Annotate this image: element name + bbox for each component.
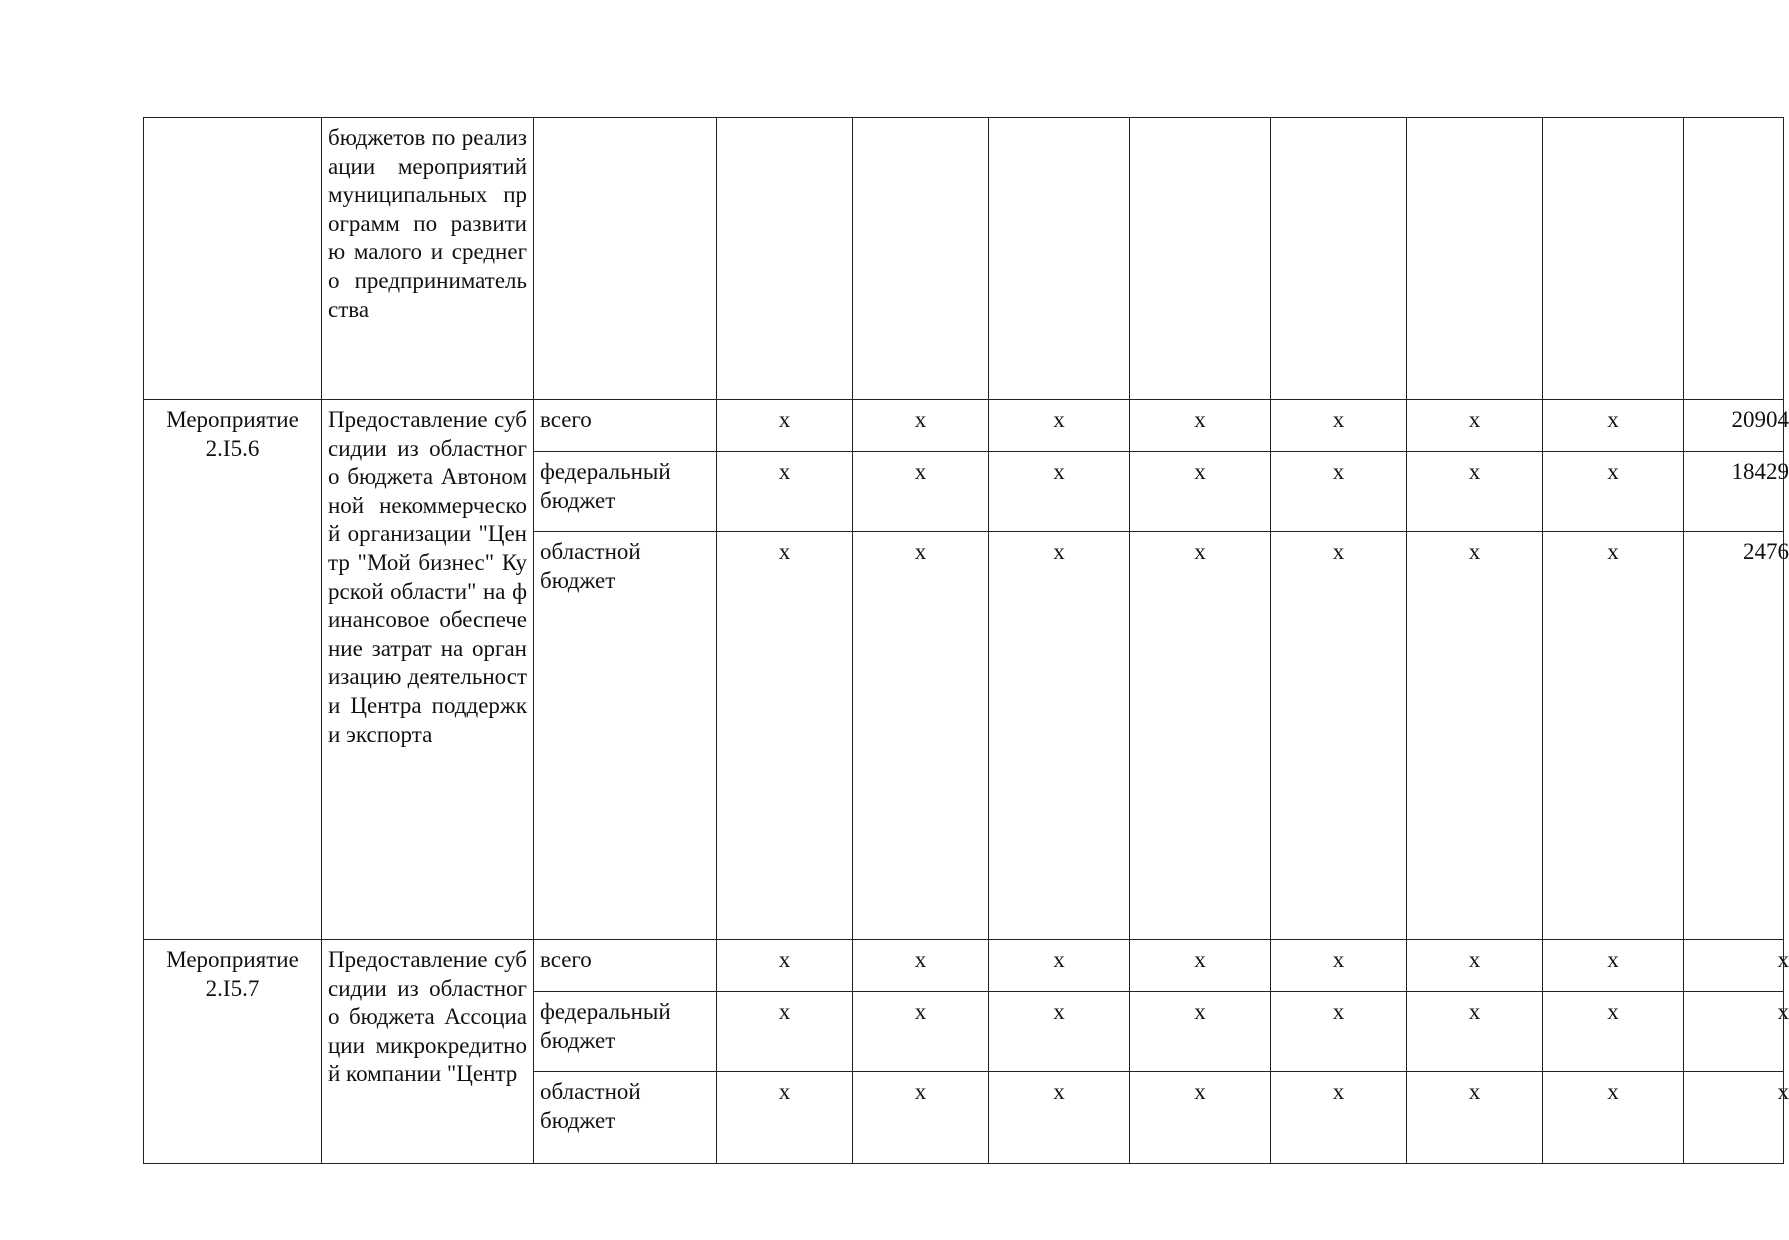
value-cell: х (717, 1072, 853, 1164)
value-cell: х (853, 532, 989, 940)
value-cell: х (1543, 940, 1684, 992)
amount-cell (1684, 940, 1789, 992)
value-cell: х (1543, 1072, 1684, 1164)
table-row-continuation (144, 118, 1784, 400)
value-cell: х (989, 992, 1130, 1072)
value-cell: х (717, 400, 853, 452)
amount-value: 2476 (1743, 539, 1789, 564)
amount-cell (1684, 452, 1789, 532)
amount-value: х (1777, 947, 1789, 972)
table-row (144, 400, 1784, 452)
value-cell: х (1407, 532, 1543, 940)
funding-source-cell: областной бюджет (534, 532, 717, 940)
value-cell: х (989, 940, 1130, 992)
value-cell: х (1543, 400, 1684, 452)
value-cell: х (1271, 1072, 1407, 1164)
value-cell: х (717, 452, 853, 532)
value-cell: х (1407, 940, 1543, 992)
value-cell: х (989, 400, 1130, 452)
value-cell: х (1130, 532, 1271, 940)
description-cell-continuation: бюджетов по реализации мероприятий муниципальных программ по развитию малого и среднего предпринимательства (322, 118, 534, 400)
measure-code-cell: Мероприятие 2.I5.6 (144, 400, 322, 940)
funding-source-cell: федеральный бюджет (534, 452, 717, 532)
value-cell: х (1407, 992, 1543, 1072)
value-cell: х (853, 940, 989, 992)
empty-cell (989, 118, 1130, 400)
value-cell: х (1271, 452, 1407, 532)
amount-cell (1684, 1072, 1789, 1164)
value-cell: х (853, 992, 989, 1072)
value-cell: х (1130, 400, 1271, 452)
value-cell: х (989, 1072, 1130, 1164)
value-cell: х (1543, 532, 1684, 940)
value-cell: х (989, 532, 1130, 940)
measure-description-cell: Предоставление субсидии из областного бюджета Ассоциации микрокредитной компании "Центр (322, 940, 534, 1164)
amount-value: х (1777, 1079, 1789, 1104)
funding-source-cell: всего (534, 940, 717, 992)
empty-cell (1271, 118, 1407, 400)
funding-source-cell: областной бюджет (534, 1072, 717, 1164)
measure-description-cell: Предоставление субсидии из областного бюджета Автономной некоммерческой организации "Центр "Мой бизнес" Курской области" на финансовое обеспечение затрат на организацию деятельности Центра поддержки экспорта (322, 400, 534, 940)
value-cell: х (1130, 992, 1271, 1072)
value-cell: х (1543, 992, 1684, 1072)
amount-value: 18429 (1731, 459, 1789, 484)
amount-cell (1684, 992, 1789, 1072)
table-row (144, 940, 1784, 992)
value-cell: х (1407, 400, 1543, 452)
value-cell: х (1271, 940, 1407, 992)
amount-cell (1684, 400, 1789, 452)
value-cell: х (853, 1072, 989, 1164)
code-cell-empty (144, 118, 322, 400)
value-cell: х (1130, 452, 1271, 532)
value-cell: х (717, 532, 853, 940)
empty-cell (1543, 118, 1684, 400)
value-cell: х (853, 400, 989, 452)
value-cell: х (853, 452, 989, 532)
empty-cell (1130, 118, 1271, 400)
empty-cell (1407, 118, 1543, 400)
funding-source-cell: федеральный бюджет (534, 992, 717, 1072)
value-cell: х (717, 992, 853, 1072)
value-cell: х (1271, 532, 1407, 940)
value-cell: х (1407, 452, 1543, 532)
measure-code-cell: Мероприятие 2.I5.7 (144, 940, 322, 1164)
amount-cell (1684, 532, 1789, 940)
empty-cell (853, 118, 989, 400)
amount-value: 20904 (1731, 407, 1789, 432)
budget-table (143, 117, 1789, 1164)
value-cell: х (989, 452, 1130, 532)
amount-value: х (1777, 999, 1789, 1024)
value-cell: х (1271, 992, 1407, 1072)
empty-cell (1684, 118, 1784, 400)
value-cell: х (1130, 1072, 1271, 1164)
value-cell: х (1271, 400, 1407, 452)
value-cell: х (1407, 1072, 1543, 1164)
empty-cell (717, 118, 853, 400)
value-cell: х (1543, 452, 1684, 532)
value-cell: х (717, 940, 853, 992)
empty-cell (534, 118, 717, 400)
funding-source-cell: всего (534, 400, 717, 452)
value-cell: х (1130, 940, 1271, 992)
